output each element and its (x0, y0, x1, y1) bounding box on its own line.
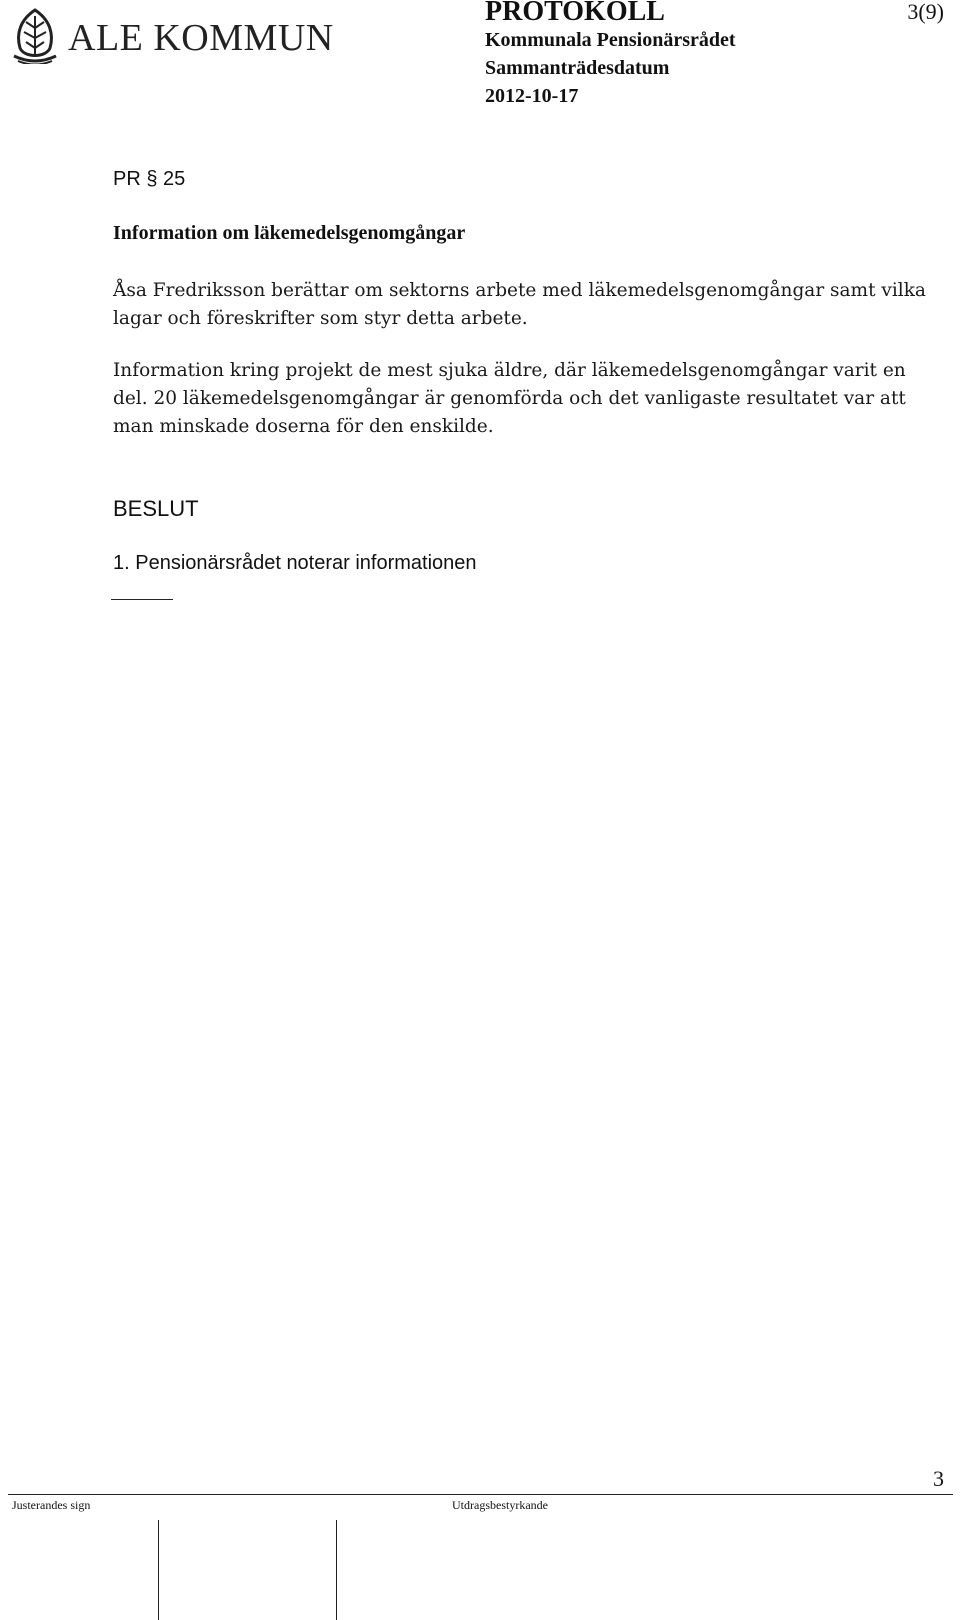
signature-label-justerandes: Justerandes sign (12, 1498, 91, 1512)
signature-box-divider (158, 1520, 159, 1620)
section-heading: Information om läkemedelsgenomgångar (113, 222, 466, 244)
body-paragraph-1: Åsa Fredriksson berättar om sektorns arbete med läkemedelsgenomgångar samt vilka lagar och föreskrifter som styr detta arbete. (113, 280, 926, 329)
meeting-date-value: 2012-10-17 (485, 85, 579, 107)
page-count: 3(9) (907, 0, 944, 24)
page-number: 3 (933, 1466, 944, 1491)
committee-name: Kommunala Pensionärsrådet (485, 29, 736, 51)
decision-heading: BESLUT (113, 496, 199, 521)
footer-divider (8, 1494, 953, 1495)
paragraph-number: PR § 25 (113, 168, 186, 190)
document-type: PROTOKOLL (485, 0, 665, 27)
signature-label-utdrag: Utdragsbestyrkande (452, 1498, 548, 1512)
meeting-date-label: Sammanträdesdatum (485, 57, 670, 79)
body-paragraph-2: Information kring projekt de mest sjuka äldre, där läkemedelsgenomgångar varit en del. 20 läkemedelsgenomgångar är genomförda och det vanligaste resultatet var att man minskade doserna för den enskilde. (113, 360, 906, 437)
section-end-rule (111, 599, 173, 600)
logo-wordmark: ALE KOMMUN (68, 17, 334, 59)
municipality-logo (10, 8, 370, 68)
leaf-emblem-icon (10, 8, 60, 64)
decision-item: 1. Pensionärsrådet noterar informationen (113, 552, 477, 574)
signature-box-divider (336, 1520, 337, 1620)
